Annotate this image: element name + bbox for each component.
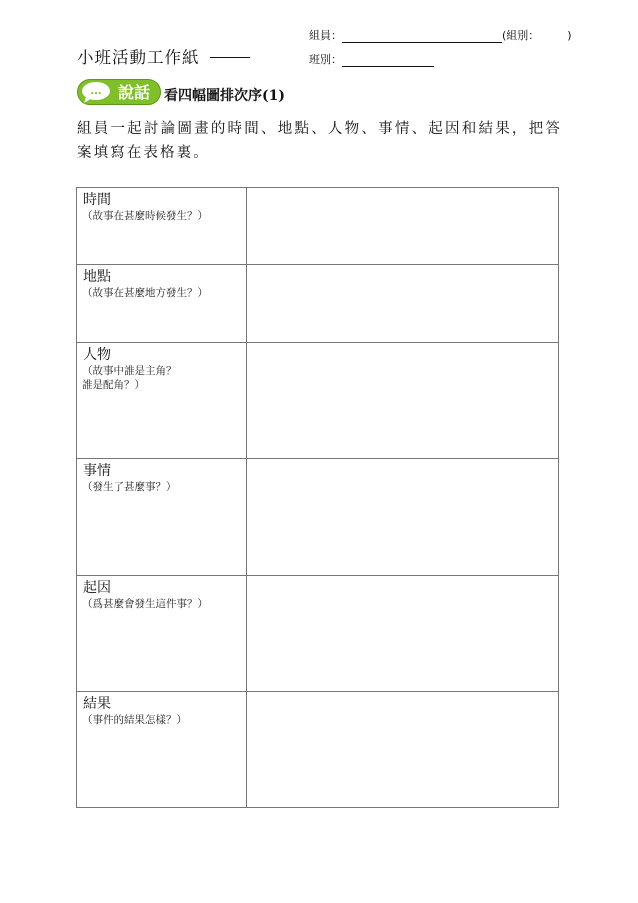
answer-table — [76, 187, 559, 808]
answer-cell[interactable] — [247, 343, 559, 459]
table-row — [77, 459, 559, 576]
table-row — [77, 692, 559, 808]
class-label: 班別： — [309, 53, 342, 66]
worksheet-title — [77, 44, 250, 68]
member-field — [309, 27, 572, 43]
row-hint: （故事在甚麼時候發生？） — [82, 210, 208, 222]
row-hint: （故事在甚麼地方發生？） — [82, 287, 208, 299]
speaking-badge-icon — [77, 79, 161, 105]
group-close: ) — [567, 29, 572, 42]
class-input-line[interactable] — [342, 56, 434, 67]
badge-text: 說話 — [117, 83, 151, 102]
row-hint: （發生了甚麼事？） — [82, 481, 177, 493]
row-label-cell — [77, 459, 247, 576]
row-hint-line2: 誰是配角？） — [82, 379, 145, 391]
row-label-cell — [77, 576, 247, 692]
row-hint: （事件的結果怎樣？） — [82, 714, 187, 726]
worksheet-title-text: 小班活動工作紙 — [77, 48, 200, 67]
answer-cell[interactable] — [247, 692, 559, 808]
member-label: 組員： — [309, 29, 342, 42]
table-row — [77, 343, 559, 459]
row-label: 地點 — [83, 269, 111, 285]
table-row — [77, 265, 559, 343]
instructions-text: 組員一起討論圖畫的時間、地點、人物、事情、起因和結果，把答案填寫在表格裏。 — [77, 121, 562, 161]
row-label-cell — [77, 343, 247, 459]
title-dash — [210, 57, 250, 58]
row-hint: （故事中誰是主角？ — [82, 365, 177, 377]
answer-cell[interactable] — [247, 576, 559, 692]
row-label-cell — [77, 692, 247, 808]
row-hint: （爲甚麼會發生這件事？） — [82, 598, 208, 610]
section-title: 看四幅圖排次序(1) — [164, 88, 285, 104]
answer-cell[interactable] — [247, 265, 559, 343]
row-label: 結果 — [83, 696, 111, 712]
answer-cell[interactable] — [247, 459, 559, 576]
row-label-cell — [77, 265, 247, 343]
row-label-cell — [77, 188, 247, 265]
member-input-line[interactable] — [342, 32, 502, 43]
row-label: 時間 — [83, 192, 111, 208]
row-label: 起因 — [83, 580, 111, 596]
answer-cell[interactable] — [247, 188, 559, 265]
row-label: 人物 — [83, 347, 111, 363]
table-row — [77, 576, 559, 692]
row-label: 事情 — [83, 463, 111, 479]
speech-bubble-dots: ... — [90, 86, 102, 97]
group-label: (組別： — [502, 29, 540, 42]
table-row — [77, 188, 559, 265]
class-field — [309, 51, 434, 67]
